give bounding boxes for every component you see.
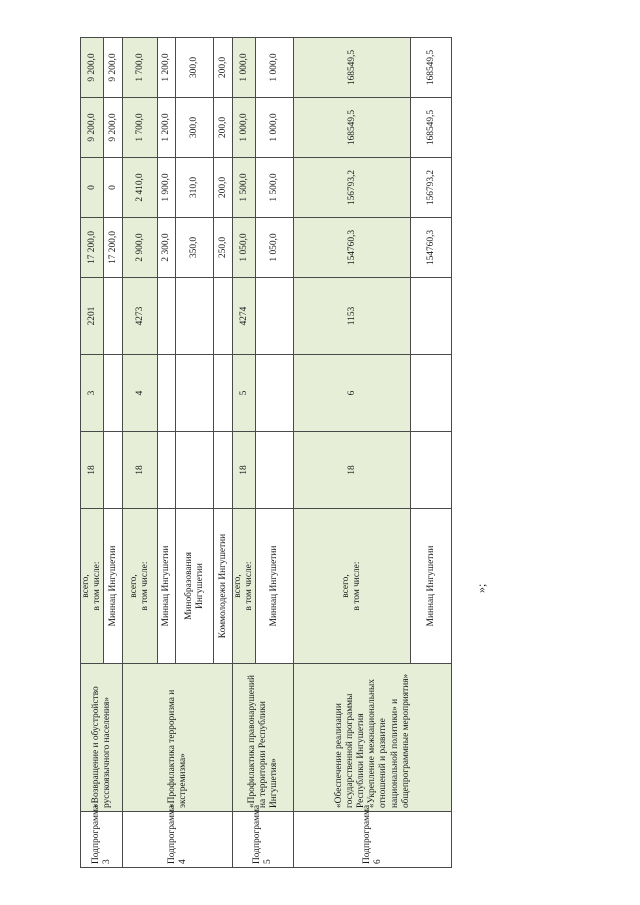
- value-cell: 200,0: [214, 38, 233, 98]
- value-cell: 0: [104, 158, 123, 218]
- code3-cell: [411, 278, 452, 355]
- value-cell: 310,0: [176, 158, 214, 218]
- value-cell: 1 000,0: [233, 98, 256, 158]
- label-text: всего, в том числе:: [81, 561, 103, 611]
- label-cell: Миннац Ингушетии: [256, 509, 294, 664]
- label-cell: [123, 509, 158, 664]
- value-cell: 300,0: [176, 98, 214, 158]
- closing-mark: »;: [474, 583, 488, 593]
- code2-cell: 4: [123, 355, 158, 432]
- label-text: всего, в том числе:: [341, 561, 363, 611]
- value-cell: 156793,2: [411, 158, 452, 218]
- code2-cell: 6: [294, 355, 411, 432]
- value-cell: 9 200,0: [81, 38, 104, 98]
- code2-cell: 5: [233, 355, 256, 432]
- table-row: [233, 38, 256, 868]
- value-cell: 156793,2: [294, 158, 411, 218]
- value-cell: 0: [81, 158, 104, 218]
- value-cell: 1 050,0: [233, 218, 256, 278]
- code1-cell: [158, 432, 176, 509]
- code2-cell: [104, 355, 123, 432]
- value-cell: 168549,5: [294, 98, 411, 158]
- value-cell: 1 200,0: [158, 98, 176, 158]
- label-cell: [176, 509, 214, 664]
- value-cell: 168549,5: [411, 38, 452, 98]
- program-name-cell: «Возвращение и обустройство русскоязычного населения»: [81, 664, 123, 812]
- code1-cell: [214, 432, 233, 509]
- code1-cell: [104, 432, 123, 509]
- label-cell: [233, 509, 256, 664]
- code3-cell: [104, 278, 123, 355]
- value-cell: 1 500,0: [233, 158, 256, 218]
- table-row: [81, 38, 104, 868]
- program-cell: Подпрограмма 5: [233, 812, 294, 868]
- value-cell: 1 200,0: [158, 38, 176, 98]
- label-cell: Коммолодежи Ингушетии: [214, 509, 233, 664]
- code3-cell: 4273: [123, 278, 158, 355]
- value-cell: 1 050,0: [256, 218, 294, 278]
- value-cell: 1 700,0: [123, 38, 158, 98]
- value-cell: 2 900,0: [123, 218, 158, 278]
- value-cell: 168549,5: [294, 38, 411, 98]
- value-cell: 250,0: [214, 218, 233, 278]
- value-cell: 2 300,0: [158, 218, 176, 278]
- label-cell: Миннац Ингушетии: [158, 509, 176, 664]
- code1-cell: 18: [123, 432, 158, 509]
- table-row: [123, 38, 158, 868]
- label-text: всего, в том числе:: [233, 561, 255, 611]
- value-cell: 350,0: [176, 218, 214, 278]
- value-cell: 200,0: [214, 98, 233, 158]
- program-cell: Подпрограмма 4: [123, 812, 233, 868]
- program-name-cell: «Обеспечение реализации государственной программы Республики Ингушетия «Укрепление межнациональных отношений и развитие национальной политики» и общепрограммные мероприятия»: [294, 664, 452, 812]
- code3-cell: 1153: [294, 278, 411, 355]
- code2-cell: 3: [81, 355, 104, 432]
- value-cell: 1 000,0: [233, 38, 256, 98]
- value-cell: 2 410,0: [123, 158, 158, 218]
- code1-cell: [256, 432, 294, 509]
- value-cell: 154760,3: [294, 218, 411, 278]
- table-row: [294, 38, 411, 868]
- code2-cell: [256, 355, 294, 432]
- code3-cell: [176, 278, 214, 355]
- value-cell: 17 200,0: [104, 218, 123, 278]
- code2-cell: [214, 355, 233, 432]
- code1-cell: [176, 432, 214, 509]
- value-cell: 154760,3: [411, 218, 452, 278]
- code2-cell: [158, 355, 176, 432]
- program-cell: Подпрограмма 3: [81, 812, 123, 868]
- value-cell: 300,0: [176, 38, 214, 98]
- program-name-cell: «Профилактика терроризма и экстремизма»: [123, 664, 233, 812]
- value-cell: 1 700,0: [123, 98, 158, 158]
- label-cell: [81, 509, 104, 664]
- budget-table: [80, 37, 452, 868]
- code2-cell: [176, 355, 214, 432]
- value-cell: 9 200,0: [81, 98, 104, 158]
- value-cell: 17 200,0: [81, 218, 104, 278]
- value-cell: 9 200,0: [104, 98, 123, 158]
- code3-cell: 4274: [233, 278, 256, 355]
- code1-cell: 18: [81, 432, 104, 509]
- program-cell: Подпрограмма 6: [294, 812, 452, 868]
- value-cell: 1 500,0: [256, 158, 294, 218]
- value-cell: 168549,5: [411, 98, 452, 158]
- value-cell: 200,0: [214, 158, 233, 218]
- label-cell: Миннац Ингушетии: [104, 509, 123, 664]
- label-text: Минобразования Ингушетии: [183, 552, 205, 620]
- value-cell: 1 900,0: [158, 158, 176, 218]
- code1-cell: 18: [294, 432, 411, 509]
- code3-cell: [214, 278, 233, 355]
- code1-cell: 18: [233, 432, 256, 509]
- value-cell: 9 200,0: [104, 38, 123, 98]
- value-cell: 1 000,0: [256, 98, 294, 158]
- label-cell: [294, 509, 411, 664]
- code3-cell: [158, 278, 176, 355]
- code2-cell: [411, 355, 452, 432]
- code3-cell: [256, 278, 294, 355]
- program-name-cell: «Профилактика правонарушений на территории Республики Ингушетия»: [233, 664, 294, 812]
- label-cell: Миннац Ингушетии: [411, 509, 452, 664]
- value-cell: 1 000,0: [256, 38, 294, 98]
- rotated-table-container: [80, 38, 445, 868]
- label-text: всего, в том числе:: [129, 561, 151, 611]
- code3-cell: 2201: [81, 278, 104, 355]
- code1-cell: [411, 432, 452, 509]
